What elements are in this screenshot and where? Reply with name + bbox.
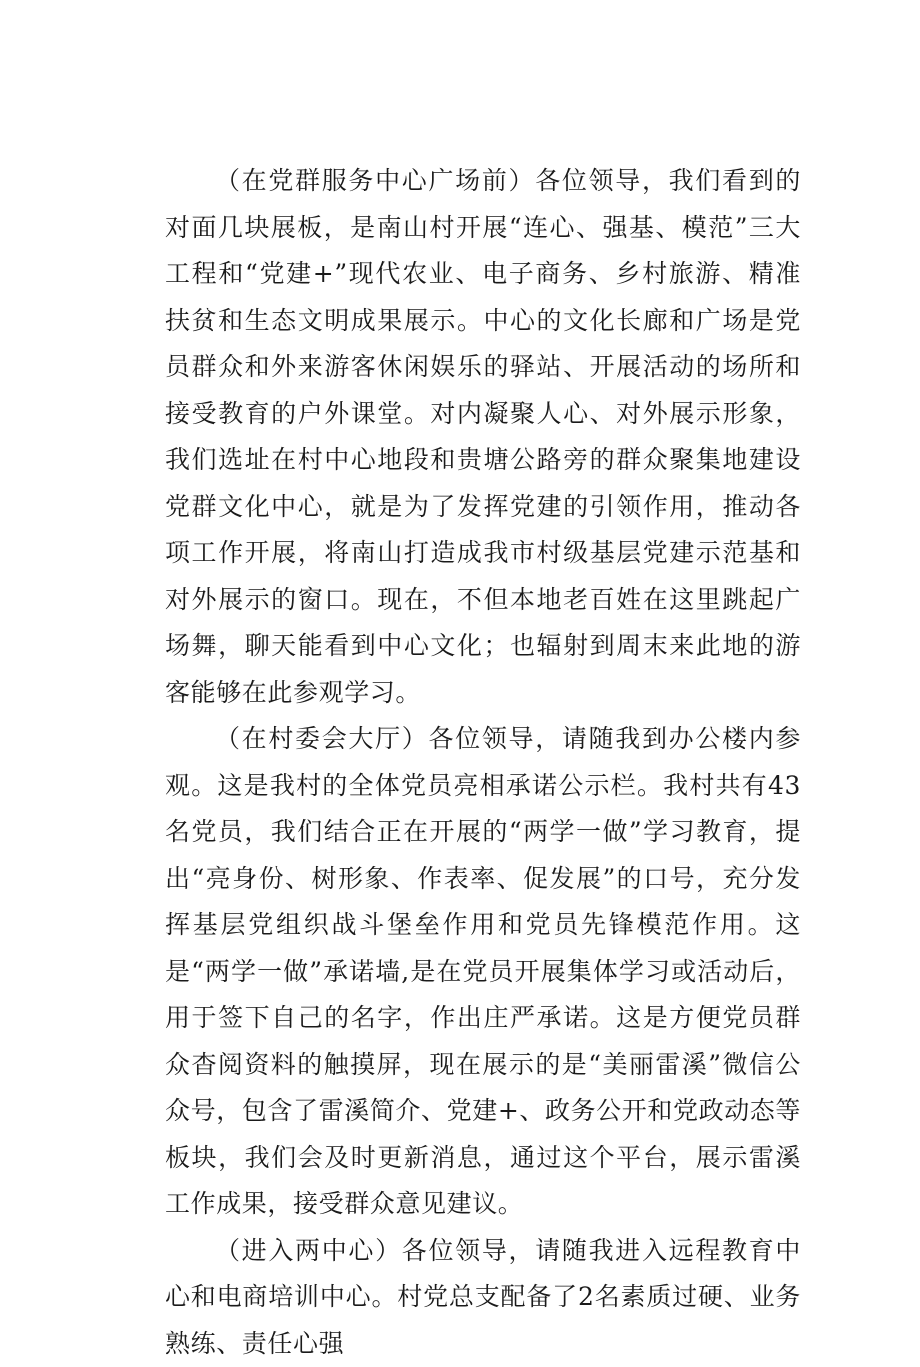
- paragraph-village-hall: （在村委会大厅）各位领导，请随我到办公楼内参观。这是我村的全体党员亮相承诺公示栏。我村共有43名党员，我们结合正在开展的“两学一做”学习教育，提出“亮身份、树形象、作表率、促发展”的口号，充分发挥基层党组织战斗堡垒作用和党员先锋模范作用。这是“两学一做”承诺墙,是在党员开展集体学习或活动后，用于签下自己的名字，作出庄严承诺。这是方便党员群众杳阅资料的触摸屏，现在展示的是“美丽雷溪”微信公众号，包含了雷溪简介、党建+、政务公开和党政动态等板块，我们会及时更新消息，通过这个平台，展示雷溪工作成果，接受群众意见建议。: [165, 716, 801, 1228]
- paragraph-plaza: （在党群服务中心广场前）各位领导，我们看到的对面几块展板，是南山村开展“连心、强基、模范”三大工程和“党建+”现代农业、电子商务、乡村旅游、精准扶贫和生态文明成果展示。中心的文化长廊和广场是党员群众和外来游客休闲娱乐的驿站、开展活动的场所和接受教育的户外课堂。对内凝聚人心、对外展示形象，我们选址在村中心地段和贵塘公路旁的群众聚集地建设党群文化中心，就是为了发挥党建的引领作用，推动各项工作开展，将南山打造成我市村级基层党建示范基和对外展示的窗口。现在，不但本地老百姓在这里跳起广场舞，聊天能看到中心文化；也辐射到周末来此地的游客能够在此参观学习。: [165, 158, 801, 716]
- document-body: [165, 158, 801, 1367]
- paragraph-two-centers: （进入两中心）各位领导，请随我进入远程教育中心和电商培训中心。村党总支配备了2名素质过硬、业务熟练、责任心强: [165, 1228, 801, 1367]
